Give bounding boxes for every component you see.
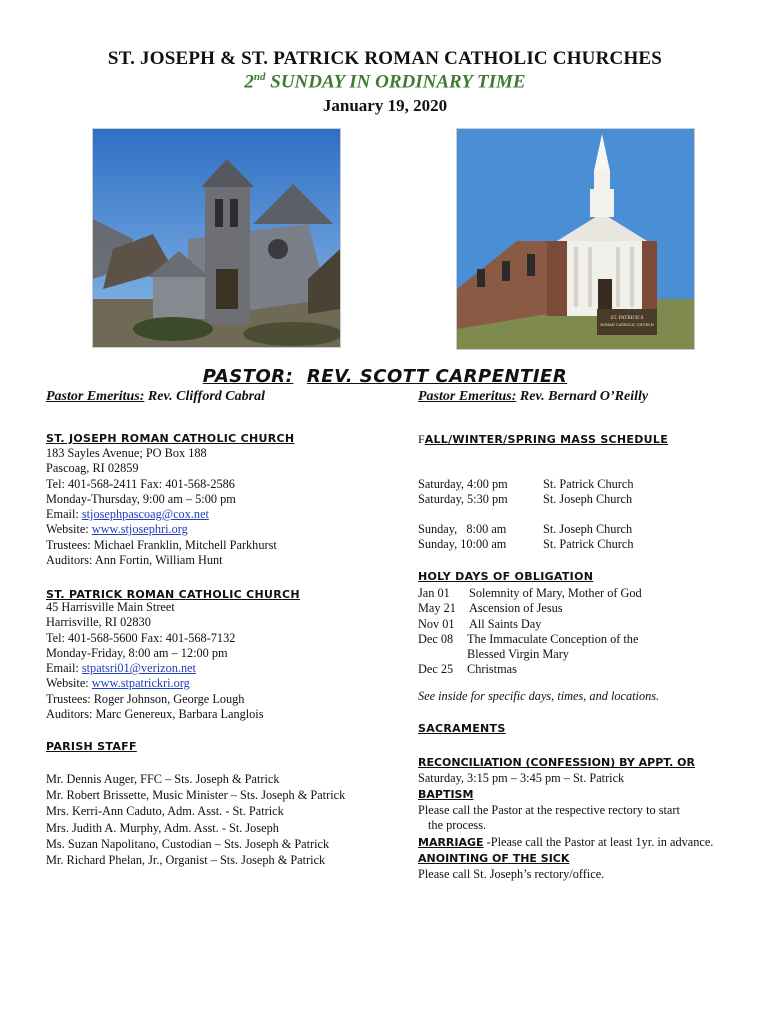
- staff-member: Mrs. Kerri-Ann Caduto, Adm. Asst. - St. Patrick: [46, 804, 284, 819]
- st-joseph-website-row: Website: www.stjosephri.org: [46, 522, 188, 537]
- baptism-text-line1: Please call the Pastor at the respective rectory to start: [418, 803, 680, 817]
- st-joseph-church-photo: [92, 128, 341, 348]
- st-patrick-info: [46, 600, 264, 722]
- st-joseph-address1: 183 Sayles Avenue; PO Box 188: [46, 446, 207, 460]
- marriage-heading: MARRIAGE: [418, 836, 484, 849]
- st-joseph-email-row: Email: stjosephpascoag@cox.net: [46, 507, 209, 522]
- holy-day-row: Jan 01 Solemnity of Mary, Mother of God: [418, 586, 642, 600]
- holy-days-list: [418, 586, 642, 678]
- st-patrick-heading: ST. PATRICK ROMAN CATHOLIC CHURCH: [46, 588, 300, 601]
- holy-day-row: May 21 Ascension of Jesus: [418, 601, 563, 616]
- st-joseph-hours: Monday-Thursday, 9:00 am – 5:00 pm: [46, 491, 236, 506]
- st-patrick-auditors: Auditors: Marc Genereux, Barbara Langlois: [46, 707, 264, 722]
- svg-text:ST. PATRICK'S: ST. PATRICK'S: [610, 316, 644, 321]
- liturgical-subtitle: 2nd SUNDAY IN ORDINARY TIME: [244, 71, 526, 93]
- staff-member: Mrs. Judith A. Murphy, Adm. Asst. - St. Joseph: [46, 820, 279, 835]
- st-joseph-auditors: Auditors: Ann Fortin, William Hunt: [46, 553, 223, 568]
- mass-schedule: [418, 477, 634, 552]
- st-patrick-website-row: Website: www.stpatrickri.org: [46, 676, 190, 691]
- holy-day-row: Dec 25 Christmas: [418, 662, 517, 677]
- reconciliation-heading: RECONCILIATION (CONFESSION) BY APPT. OR: [418, 756, 695, 769]
- bulletin-date: January 19, 2020: [322, 96, 448, 115]
- st-patrick-trustees: Trustees: Roger Johnson, George Lough: [46, 691, 245, 706]
- pastor-emeritus-right: Pastor Emeritus: Rev. Bernard O’Reilly: [418, 389, 649, 404]
- baptism-heading: BAPTISM: [418, 788, 474, 801]
- mass-row: Sunday, 10:00 am St. Patrick Church: [418, 536, 634, 551]
- st-joseph-address2: Pascoag, RI 02859: [46, 461, 139, 476]
- st-patrick-address1: 45 Harrisville Main Street: [46, 600, 175, 614]
- st-patrick-phone: Tel: 401-568-5600 Fax: 401-568-7132: [46, 630, 236, 645]
- st-joseph-phone: Tel: 401-568-2411 Fax: 401-568-2586: [46, 476, 235, 491]
- anointing-text: Please call St. Joseph’s rectory/office.: [418, 867, 605, 881]
- sacraments-heading: SACRAMENTS: [418, 722, 506, 735]
- pastor-heading: PASTOR: REV. SCOTT CARPENTIER: [202, 366, 568, 387]
- holy-day-row: Dec 08 The Immaculate Conception of the: [418, 631, 639, 646]
- holy-days-note: See inside for specific days, times, and locations.: [418, 689, 660, 703]
- holy-days-heading: HOLY DAYS OF OBLIGATION: [418, 570, 594, 583]
- st-joseph-email-link[interactable]: stjosephpascoag@cox.net: [81, 507, 209, 522]
- document-title: ST. JOSEPH & ST. PATRICK ROMAN CATHOLIC CHURCHES: [107, 48, 663, 69]
- st-joseph-heading: ST. JOSEPH ROMAN CATHOLIC CHURCH: [46, 432, 295, 445]
- holy-day-row: Nov 01 All Saints Day: [418, 616, 542, 631]
- st-patrick-address2: Harrisville, RI 02830: [46, 615, 151, 630]
- mass-row: Sunday, 8:00 am St. Joseph Church: [418, 521, 633, 536]
- staff-member: Mr. Dennis Auger, FFC – Sts. Joseph & Patrick: [46, 772, 280, 786]
- baptism-text: [418, 803, 680, 834]
- st-patrick-email-row: Email: stpatsri01@verizon.net: [46, 661, 196, 676]
- holy-day-row: Blessed Virgin Mary: [467, 647, 569, 662]
- anointing-heading: ANOINTING OF THE SICK: [418, 852, 570, 865]
- staff-member: Mr. Richard Phelan, Jr., Organist – Sts. Joseph & Patrick: [46, 853, 326, 868]
- st-joseph-info: [46, 446, 277, 568]
- marriage-text: -Please call the Pastor at least 1yr. in advance.: [483, 835, 714, 849]
- mass-row: Saturday, 4:00 pm St. Patrick Church: [418, 477, 634, 491]
- baptism-text-line2: the process.: [428, 818, 487, 833]
- parish-staff-list: [46, 771, 345, 868]
- staff-member: Ms. Suzan Napolitano, Custodian – Sts. Joseph & Patrick: [46, 836, 330, 851]
- svg-text:ROMAN CATHOLIC CHURCH: ROMAN CATHOLIC CHURCH: [600, 323, 654, 327]
- st-patrick-website-link[interactable]: www.stpatrickri.org: [91, 676, 190, 691]
- parish-staff-heading: PARISH STAFF: [46, 740, 137, 753]
- mass-schedule-heading: FALL/WINTER/SPRING MASS SCHEDULE: [418, 432, 669, 446]
- marriage-row: [418, 835, 713, 850]
- st-patrick-hours: Monday-Friday, 8:00 am – 12:00 pm: [46, 645, 228, 660]
- st-patrick-email-link[interactable]: stpatsri01@verizon.net: [81, 661, 196, 676]
- staff-member: Mr. Robert Brissette, Music Minister – Sts. Joseph & Patrick: [46, 788, 346, 803]
- reconciliation-text: Saturday, 3:15 pm – 3:45 pm – St. Patrick: [418, 771, 625, 785]
- st-joseph-website-link[interactable]: www.stjosephri.org: [91, 522, 188, 537]
- pastor-emeritus-left: Pastor Emeritus: Rev. Clifford Cabral: [46, 389, 265, 404]
- st-joseph-trustees: Trustees: Michael Franklin, Mitchell Parkhurst: [46, 537, 277, 552]
- st-patrick-church-photo: [456, 128, 695, 350]
- mass-row: Saturday, 5:30 pm St. Joseph Church: [418, 492, 633, 507]
